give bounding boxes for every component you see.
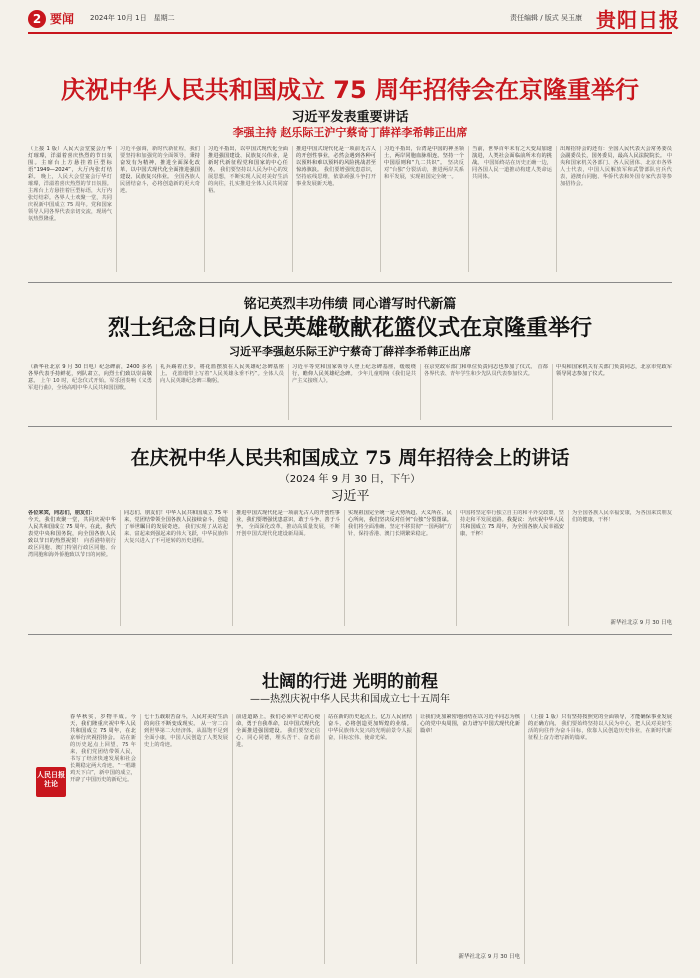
story4-column-2: 七十五载艰苦奋斗，人民对美好生活的向往不断变成现实。 从一穷二白到世界第二大经济体，从温饱不足到全面小康，中国人民创造了人类发展史上的奇迹。 (144, 714, 228, 748)
story2-column-4: 在京党政军部门和单位负责同志也参加了仪式。 首都各界代表、青年学生和少先队员代表参加仪式。 (424, 364, 548, 377)
story4-col4: 站在新的历史起点上，亿万人民团结奋斗，必将创造更加辉煌的业绩。 (328, 714, 412, 727)
story3-column-4: 实现祖国完全统一是大势所趋、大义所在、民心所向，我们坚决反对任何“台独”分裂图谋。 我们将全面准确、坚定不移贯彻“一国两制”方针，保持香港、澳门长期繁荣稳定。 (348, 510, 452, 537)
story3-author: 习近平 (330, 489, 370, 504)
story4-col2: 七十五载艰苦奋斗，人民对美好生活的向往不断变成现实。 (144, 714, 228, 727)
story4-column-6: （上接 1 版）只有坚持按照党的全面领导，才能确保事业发展的正确方向。 我们要始终坚持以人民为中心，把人民对美好生活的向往作为奋斗目标，依靠人民创造历史伟业，在新时代新征程上奋力谱写新的篇章。 (528, 714, 672, 741)
story2-col2: 礼兵踢着正步，将花篮摆放在人民英雄纪念碑基座上。 (160, 364, 284, 377)
story4-subhead: ——热烈庆祝中华人民共和国成立七十五周年 (250, 694, 450, 705)
story3-column-5: 中国将坚定奉行独立自主的和平外交政策，坚持走和平发展道路。我提议：为庆祝中华人民共和国成立 75 周年，为全国各族人民幸福安康，干杯！ (460, 510, 564, 537)
story3-source: 新华社北京 9 月 30 日电 (610, 620, 672, 626)
story2-deck: 习近平李强赵乐际王沪宁蔡奇丁薛祥李希韩正出席 (229, 345, 471, 358)
story2-headline: 烈士纪念日向人民英雄敬献花篮仪式在京隆重举行 (107, 316, 592, 341)
story1-col5: 习近平指出，台湾是中国的神圣领土，两岸同胞血脉相连。坚持一个中国原则和“九二共识”。 (384, 146, 464, 166)
story1-column-4: 推进中国式现代化是一项前无古人的开创性事业，必然会遇到各种可以预料和难以预料的风险挑战甚至惊涛骇浪。 我们要增强忧患意识，坚持底线思维，依靠顽强斗争打开事业发展新天地。 (296, 146, 376, 187)
story1-column-2: 习近平强调，新时代新征程，我们要坚持和加强党的全面领导，秉持奋发有为精神，推进全面深化改革，以中国式现代化全面推进强国建设、民族复兴伟业。 全国各族人民团结奋斗，必将创造新的更大奇迹。 (120, 146, 200, 194)
issue-date: 2024年 10月 1日 星期二 (90, 14, 175, 22)
story2-col3: 习近平等党和国家领导人登上纪念碑基座，缓缓绕行，瞻仰人民英雄纪念碑。 (292, 364, 416, 377)
newspaper-logo: 贵阳日报 (596, 8, 680, 32)
story4-column-4: 站在新的历史起点上，亿万人民团结奋斗，必将创造更加辉煌的业绩。 中华民族伟大复兴的光明前景令人振奋，目标宏伟、使命光荣。 (328, 714, 412, 741)
story1-deck1: 习近平发表重要讲话 (291, 110, 409, 125)
story1-headline: 庆祝中华人民共和国成立 75 周年招待会在京隆重举行 (60, 76, 640, 104)
story1-col2: 秉持奋发有为精神，推进全面深化改革，以中国式现代化全面推进强国建设、民族复兴伟业。 (120, 153, 200, 180)
story4-col1: 春华秋实，岁物丰成。今天，我们隆重庆祝中华人民共和国成立 75 周年，在北京举行庆祝招待会。 (70, 714, 136, 741)
story3-col2: 同志们、朋友们！中华人民共和国成立 75 年来，党团结带领全国各族人民接续奋斗，创造了举世瞩目的发展奇迹。 (124, 510, 228, 530)
story1-column-1: （上接 1 版）人民大会堂宴会厅华灯璀璨，洋溢着喜庆热烈的节日氛围。主席台上方悬挂着巨型标语“1949—2024”，大厅内张灯结彩。 晚上，人民大会堂宴会厅华灯璀璨，洋溢着喜庆热烈的节日氛围。主席台上方悬挂着巨型标语，大厅内张灯结彩。各界人士欢聚一堂，共同庆祝新中国成立 75 周年。党和国家领导人同各界代表亲切交流，现场气氛热烈隆重。 (28, 146, 112, 222)
story3-column-2: 同志们、朋友们！中华人民共和国成立 75 年来，党团结带领全国各族人民接续奋斗，创造了举世瞩目的发展奇迹。 我们实现了从站起来、富起来到强起来的伟大飞跃，中华民族伟大复兴进入了不可逆转的历史进程。 (124, 510, 228, 544)
story2-column-2: 礼兵踢着正步，将花篮摆放在人民英雄纪念碑基座上。 花篮缎带上写着“人民英雄永垂不朽”。全体人员向人民英雄纪念碑三鞠躬。 (160, 364, 284, 384)
story1-column-6: 当前，世界百年未有之大变局加速演进，人类社会面临前所未有的挑战。 中国始终站在历史正确一边，同各国人民一道推动构建人类命运共同体。 (472, 146, 552, 180)
story3-col1: 今天，我们欢聚一堂，共同庆祝中华人民共和国成立 75 周年。在此，我代表党中央和国务院，向全国各族人民致以节日的热烈祝贺！ (28, 517, 116, 544)
story4-column-5 (420, 714, 520, 950)
story1-col3: 习近平指出，以中国式现代化全面推进强国建设、民族复兴伟业，是新时代新征程党和国家的中心任务。 (208, 146, 288, 173)
story2-col4: 在京党政军部门和单位负责同志也参加了仪式。 (424, 364, 536, 370)
story3-greeting: 各位来宾，同志们，朋友们： (28, 510, 96, 516)
story3-column-1: 各位来宾，同志们，朋友们： 今天，我们欢聚一堂，共同庆祝中华人民共和国成立 75 周年。在此，我代表党中央和国务院，向全国各族人民致以节日的热烈祝贺！ 向香港特别行政区同胞、澳门特别行政区同胞、台湾同胞和海外侨胞致以节日的问候。 (28, 510, 116, 558)
story4-col3: 前进道路上，我们必须牢记初心使命，勇于自我革命，以中国式现代化全面推进强国建设。 (236, 714, 320, 734)
section-name: 要闻 (50, 12, 75, 26)
story4-column-1: 春华秋实，岁物丰成。今天，我们隆重庆祝中华人民共和国成立 75 周年，在北京举行庆祝招待会。 站在新的历史起点上回望，75 年来，我们党团结带领人民，书写了经济快速发展和社会长期稳定两大奇迹。“一唱雄鸡天下白”，新中国的成立，开辟了中国历史的新纪元。 (70, 714, 136, 783)
story3-col5: 我提议：为庆祝中华人民共和国成立 75 周年，为全国各族人民幸福安康，干杯！ (460, 517, 564, 537)
story4-source: 新华社北京 9 月 30 日电 (458, 954, 520, 960)
story2-column-3: 习近平等党和国家领导人登上纪念碑基座，缓缓绕行，瞻仰人民英雄纪念碑。 少年儿童唱响《我们是共产主义接班人》。 (292, 364, 416, 384)
story1-column-7: 出席招待会的还有：全国人民代表大会常务委员会副委员长，国务委员，最高人民法院院长。 中央和国家机关各部门、各人民团体、北京市各界人士代表，中国人民解放军和武警部队官兵代表，港澳台同胞、华侨代表和外国专家代表等参加招待会。 (560, 146, 672, 187)
story2-col1: （新华社北京 9 月 30 日电）纪念碑前，2400 多名各界代表手持鲜花，列队肃立，向烈士们致以崇高敬意。 (28, 364, 152, 384)
story3-col3: 推进中国式现代化是一项前无古人的开创性事业，我们要增强忧患意识，敢于斗争、善于斗争。 (236, 510, 340, 530)
story3-headline: 在庆祝中华人民共和国成立 75 周年招待会上的讲话 (130, 447, 570, 469)
story4-col6: （上接 1 版）只有坚持按照党的全面领导，才能确保事业发展的正确方向。 (528, 714, 672, 727)
editorial-badge: 人民日报社论 (36, 767, 66, 797)
newspaper-header (0, 0, 700, 34)
story4-col5: 让我们更加紧密地团结在以习近平同志为核心的党中央周围，奋力谱写中国式现代化新篇章！ (420, 714, 520, 734)
story3-column-3: 推进中国式现代化是一项前无古人的开创性事业，我们要增强忧患意识，敢于斗争、善于斗争。 全面深化改革，推动高质量发展，不断开创中国式现代化建设新局面。 (236, 510, 340, 537)
page-number: 2 (28, 10, 46, 28)
story2-kicker: 铭记英烈丰功伟绩 同心谱写时代新篇 (243, 297, 457, 312)
story1-col4: 推进中国式现代化是一项前无古人的开创性事业，必然会遇到各种可以预料和难以预料的风险挑战甚至惊涛骇浪。 (296, 146, 376, 173)
story1-deck2: 李强主持 赵乐际王沪宁蔡奇丁薛祥李希韩正出席 (232, 126, 468, 139)
story2-col5: 中央和国家机关有关部门负责同志，北京市党政军领导同志参加了仪式。 (556, 364, 672, 377)
story1-lead: （上接 1 版）人民大会堂宴会厅华灯璀璨，洋溢着喜庆热烈的节日氛围。主席台上方悬挂着巨型标语“1949—2024”，大厅内张灯结彩。 (28, 146, 112, 180)
story1-column-5: 习近平指出，台湾是中国的神圣领土，两岸同胞血脉相连。坚持一个中国原则和“九二共识”。 坚决反对“台独”分裂活动，推进两岸关系和平发展，实现祖国完全统一。 (384, 146, 464, 180)
story4-column-3: 前进道路上，我们必须牢记初心使命，勇于自我革命，以中国式现代化全面推进强国建设。 我们要坚定信心、同心同德，埋头苦干、奋勇前进。 (236, 714, 320, 748)
story2-column-5 (556, 364, 672, 420)
story2-column-1: （新华社北京 9 月 30 日电）纪念碑前，2400 多名各界代表手持鲜花，列队肃立，向烈士们致以崇高敬意。 上午 10 时，纪念仪式开始。军乐团奏响《义勇军进行曲》，全场高唱中华人民共和国国歌。 (28, 364, 152, 391)
story1-col6: 当前，世界百年未有之大变局加速演进，人类社会面临前所未有的挑战。 (472, 146, 552, 166)
editor-credit: 责任编辑 / 版式 吴玉康 (510, 14, 583, 22)
story1-column-3: 习近平指出，以中国式现代化全面推进强国建设、民族复兴伟业，是新时代新征程党和国家的中心任务。 我们要坚持以人民为中心的发展思想，不断实现人民对美好生活的向往，扎实推进全体人民共同富裕。 (208, 146, 288, 194)
story3-column-6: 为全国各族人民幸福安康，为各国来宾朋友们的健康，干杯！ (572, 510, 672, 523)
header-rule (28, 32, 672, 34)
story1-col7: 出席招待会的还有：全国人民代表大会常务委员会副委员长，国务委员，最高人民法院院长。 (560, 146, 672, 159)
story3-dateline: （2024 年 9 月 30 日，下午） (279, 474, 421, 485)
story3-col4: 实现祖国完全统一是大势所趋、大义所在、民心所向，我们坚决反对任何“台独”分裂图谋。 (348, 510, 452, 523)
story4-headline: 壮阔的行进 光明的前程 (262, 672, 438, 692)
